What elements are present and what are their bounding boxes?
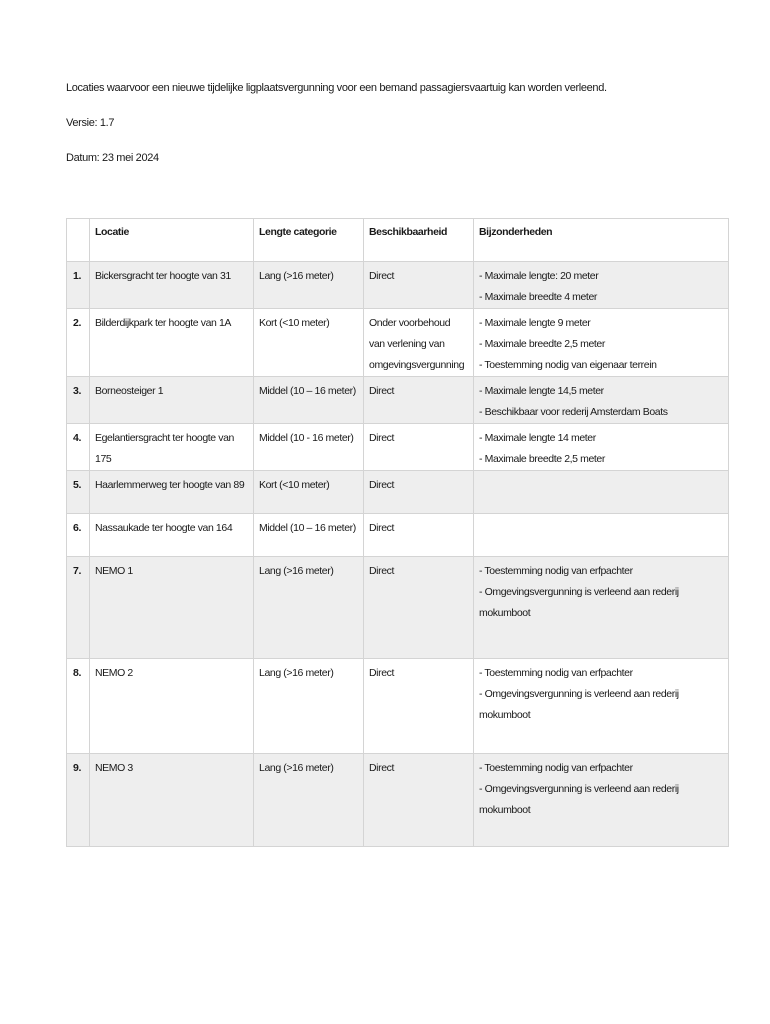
row-availability: Direct (364, 514, 474, 557)
row-location: Borneosteiger 1 (90, 377, 254, 424)
header-details: Bijzonderheden (474, 219, 729, 262)
row-details (474, 471, 729, 514)
document-title: Locaties waarvoor een nieuwe tijdelijke ligplaatsvergunning voor een bemand passagiersvaartuig kan worden verleend. (66, 82, 607, 94)
detail-line: - Maximale breedte 2,5 meter (479, 453, 605, 465)
row-location: NEMO 1 (90, 557, 254, 659)
header-number (67, 219, 90, 262)
detail-line: - Toestemming nodig van erfpachter (479, 565, 633, 577)
table-row (67, 514, 729, 557)
detail-line: - Maximale lengte 14,5 meter (479, 385, 604, 397)
row-details (474, 754, 729, 847)
row-location: Bilderdijkpark ter hoogte van 1A (90, 309, 254, 377)
row-number: 7. (67, 557, 90, 659)
detail-line: - Maximale lengte: 20 meter (479, 270, 599, 282)
row-location: NEMO 2 (90, 659, 254, 754)
row-details (474, 514, 729, 557)
locations-table (66, 218, 729, 847)
table-row (67, 262, 729, 309)
detail-line: - Omgevingsvergunning is verleend aan rederij mokumboot (479, 688, 679, 721)
row-details (474, 659, 729, 754)
row-details (474, 424, 729, 471)
table-row (67, 424, 729, 471)
row-details (474, 262, 729, 309)
detail-line: - Toestemming nodig van eigenaar terrein (479, 359, 657, 371)
row-length-category: Lang (>16 meter) (254, 754, 364, 847)
detail-line: - Omgevingsvergunning is verleend aan rederij mokumboot (479, 586, 679, 619)
detail-line: - Maximale breedte 4 meter (479, 291, 597, 303)
table-row (67, 754, 729, 847)
document-date: Datum: 23 mei 2024 (66, 152, 159, 164)
detail-line: - Maximale breedte 2,5 meter (479, 338, 605, 350)
row-number: 5. (67, 471, 90, 514)
row-number: 4. (67, 424, 90, 471)
row-length-category: Lang (>16 meter) (254, 262, 364, 309)
row-length-category: Middel (10 - 16 meter) (254, 424, 364, 471)
table-body (67, 262, 729, 847)
row-location: NEMO 3 (90, 754, 254, 847)
row-number: 1. (67, 262, 90, 309)
row-location: Nassaukade ter hoogte van 164 (90, 514, 254, 557)
detail-line: - Toestemming nodig van erfpachter (479, 667, 633, 679)
row-details (474, 377, 729, 424)
document-version: Versie: 1.7 (66, 117, 115, 129)
row-availability: Direct (364, 557, 474, 659)
detail-line: - Toestemming nodig van erfpachter (479, 762, 633, 774)
row-length-category: Kort (<10 meter) (254, 309, 364, 377)
row-availability: Direct (364, 424, 474, 471)
row-details (474, 557, 729, 659)
row-location: Haarlemmerweg ter hoogte van 89 (90, 471, 254, 514)
detail-line: - Omgevingsvergunning is verleend aan rederij mokumboot (479, 783, 679, 816)
row-location: Egelantiersgracht ter hoogte van 175 (90, 424, 254, 471)
row-availability: Direct (364, 754, 474, 847)
row-number: 8. (67, 659, 90, 754)
table-row (67, 659, 729, 754)
header-length: Lengte categorie (254, 219, 364, 262)
row-number: 2. (67, 309, 90, 377)
table-row (67, 377, 729, 424)
header-availability: Beschikbaarheid (364, 219, 474, 262)
row-availability: Onder voorbehoud van verlening van omgevingsvergunning (364, 309, 474, 377)
header-location: Locatie (90, 219, 254, 262)
row-length-category: Lang (>16 meter) (254, 659, 364, 754)
row-length-category: Middel (10 – 16 meter) (254, 377, 364, 424)
row-length-category: Middel (10 – 16 meter) (254, 514, 364, 557)
detail-line: - Maximale lengte 14 meter (479, 432, 596, 444)
row-number: 6. (67, 514, 90, 557)
table-header-row (67, 219, 729, 262)
table-row (67, 309, 729, 377)
table-row (67, 557, 729, 659)
row-availability: Direct (364, 471, 474, 514)
detail-line: - Maximale lengte 9 meter (479, 317, 591, 329)
row-number: 3. (67, 377, 90, 424)
row-length-category: Lang (>16 meter) (254, 557, 364, 659)
table-row (67, 471, 729, 514)
row-length-category: Kort (<10 meter) (254, 471, 364, 514)
row-availability: Direct (364, 262, 474, 309)
row-availability: Direct (364, 377, 474, 424)
detail-line: - Beschikbaar voor rederij Amsterdam Boats (479, 406, 668, 418)
row-availability: Direct (364, 659, 474, 754)
row-number: 9. (67, 754, 90, 847)
row-details (474, 309, 729, 377)
row-location: Bickersgracht ter hoogte van 31 (90, 262, 254, 309)
